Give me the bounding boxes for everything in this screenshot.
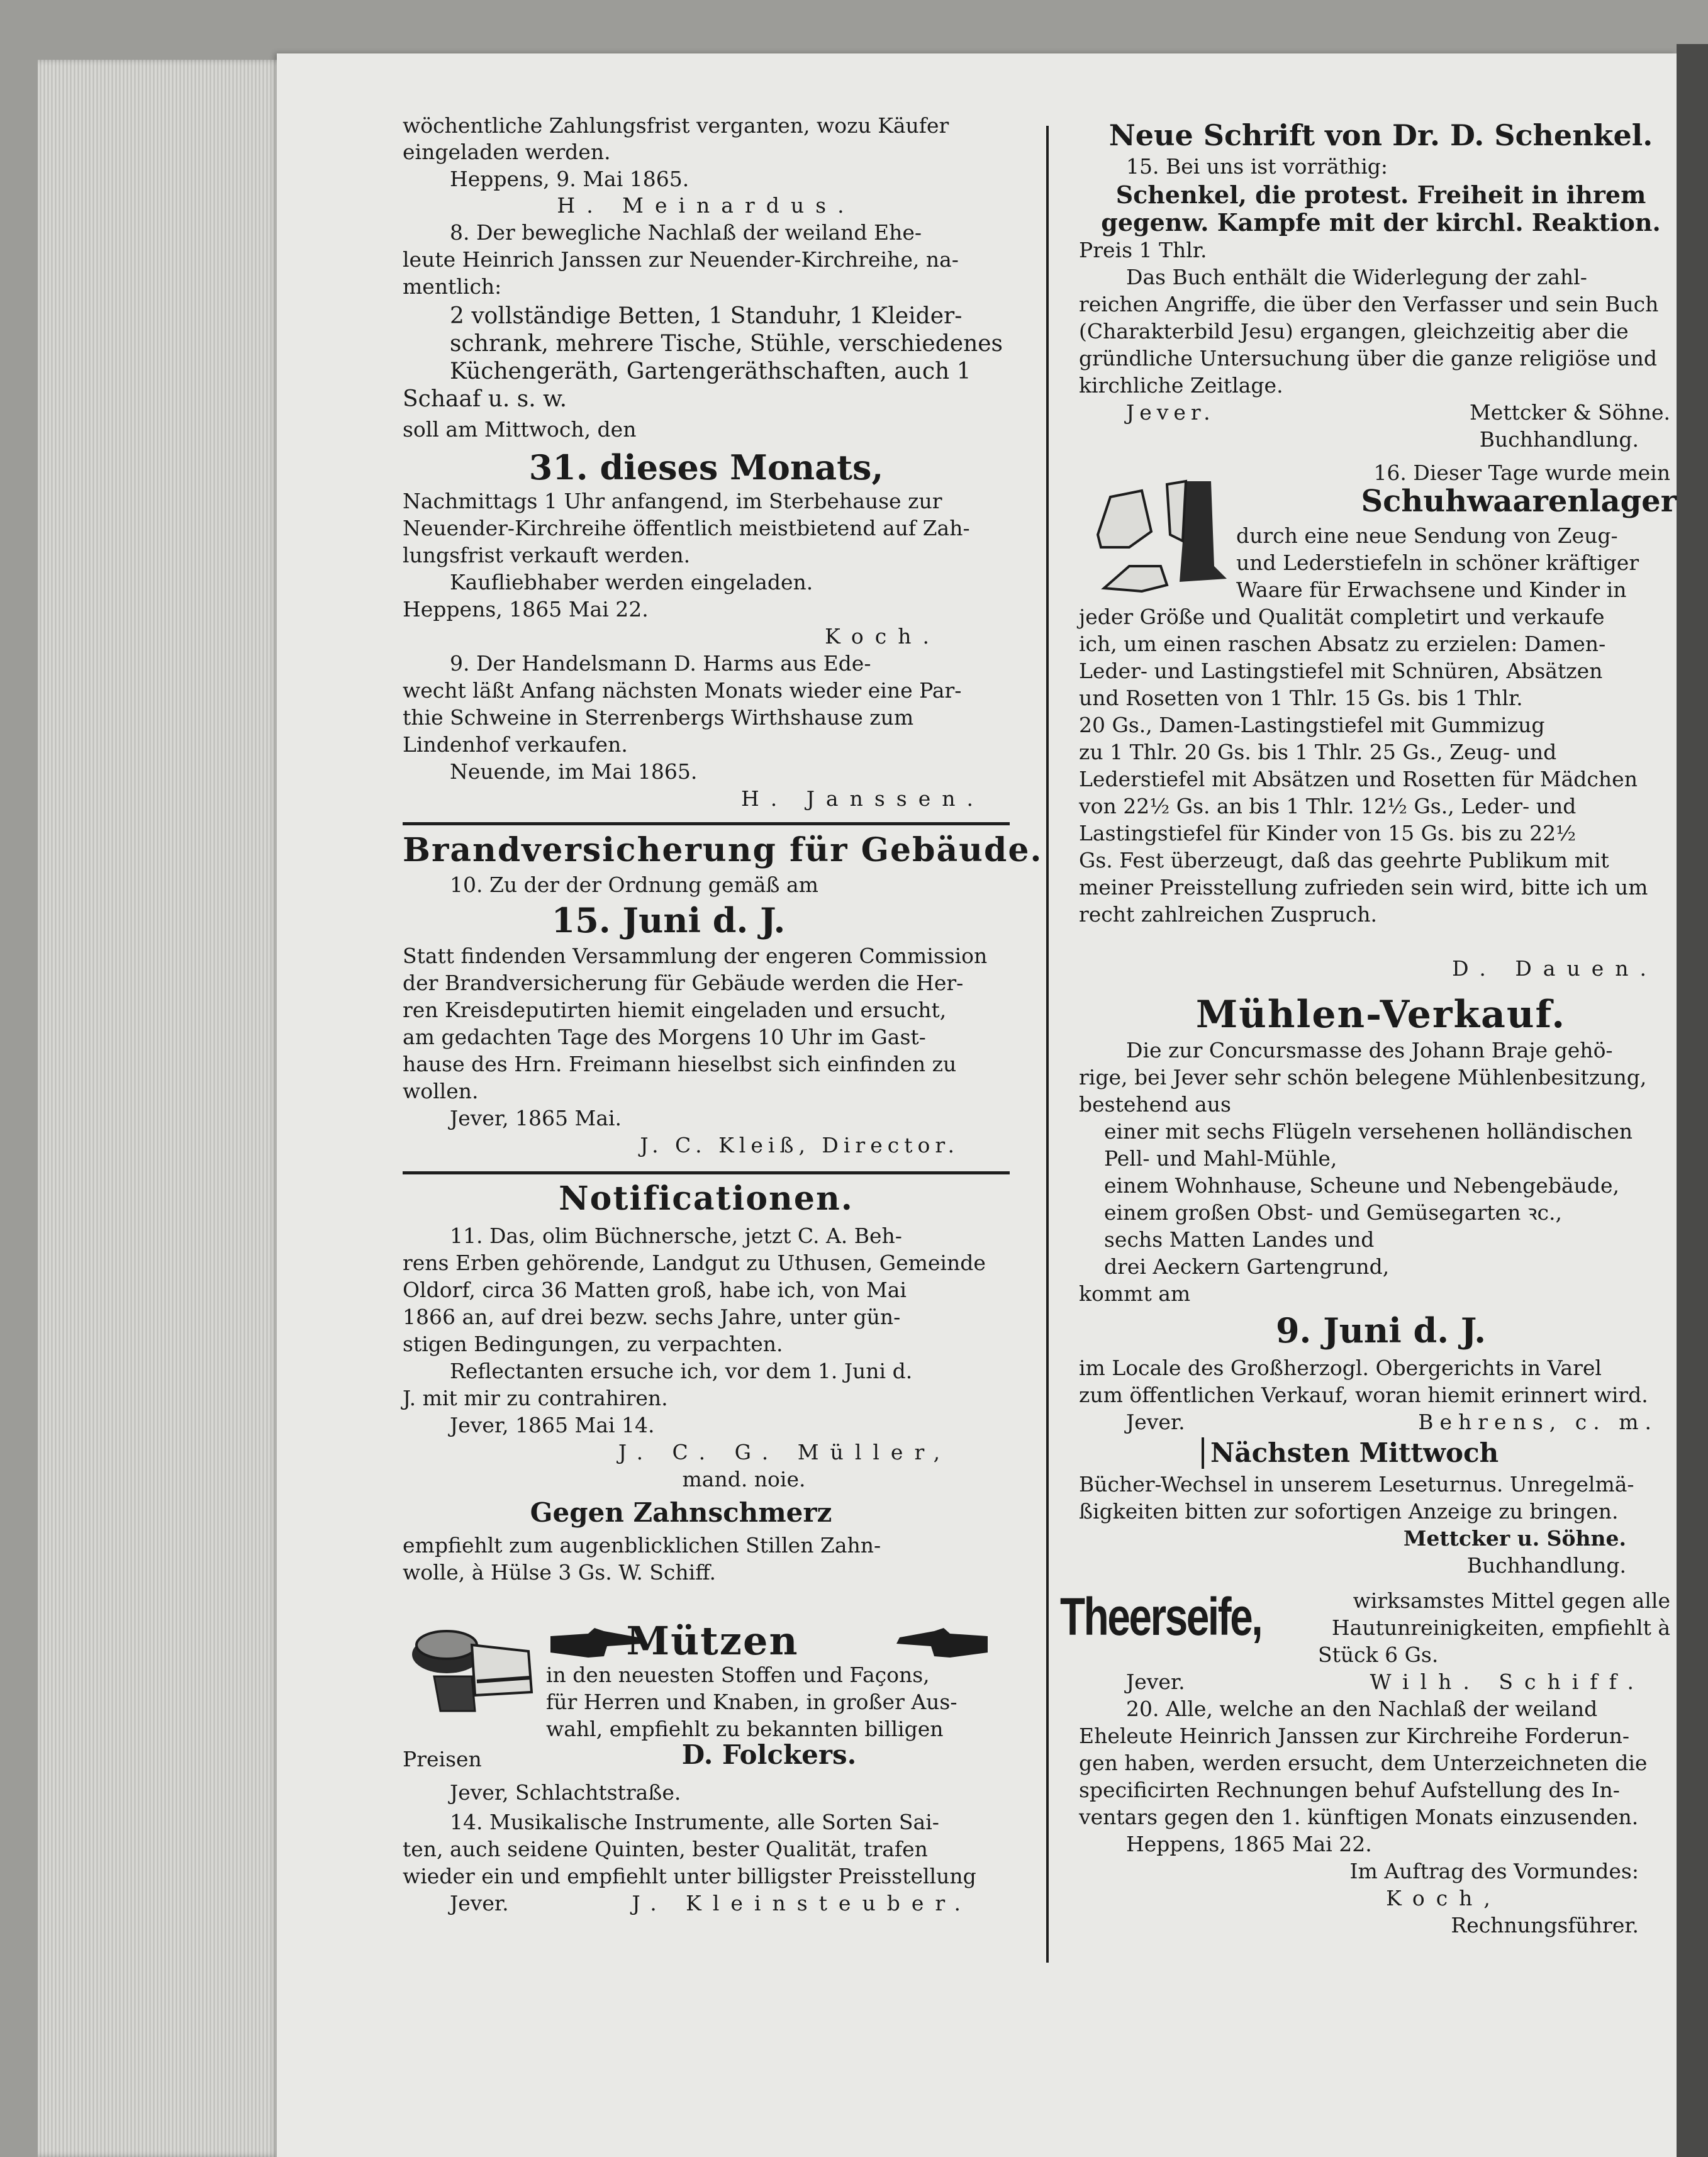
text-line: rens Erben gehörende, Landgut zu Uthusen, Gemeinde: [403, 1251, 986, 1275]
text-line: 14. Musikalische Instrumente, alle Sorten Sai-: [450, 1810, 939, 1834]
signature: Koch,: [1386, 1886, 1502, 1910]
text-line: kirchliche Zeitlage.: [1079, 373, 1283, 398]
text-line: Neuender-Kirchreihe öffentlich meistbietend auf Zah-: [403, 516, 970, 540]
text-line: Lederstiefel mit Absätzen und Rosetten für Mädchen: [1079, 767, 1638, 791]
text-line: in den neuesten Stoffen und Façons,: [546, 1663, 930, 1687]
item-line: einem Wohnhause, Scheune und Nebengebäude,: [1104, 1173, 1620, 1198]
text-line: thie Schweine in Sterrenbergs Wirthshause zum: [403, 705, 914, 730]
section-rule: [403, 1171, 1010, 1174]
text-line: Das Buch enthält die Widerlegung der zahl-: [1126, 265, 1587, 289]
auction-date: 9. Juni d. J.: [1275, 1310, 1487, 1351]
ad-title: Nächsten Mittwoch: [1202, 1437, 1472, 1469]
signature: H. Janssen.: [740, 786, 985, 811]
text-line: zum öffentlichen Verkauf, woran hiemit erinnert wird.: [1079, 1383, 1648, 1407]
place-date: Jever, Schlachtstraße.: [450, 1780, 681, 1805]
text-line: empfiehlt zum augenblicklichen Stillen Zahn-: [403, 1533, 881, 1558]
text-line: J. mit mir zu contrahiren.: [403, 1386, 668, 1410]
text-line: wirksamstes Mittel gegen alle: [1353, 1588, 1670, 1613]
signature: Rechnungsführer.: [1451, 1913, 1639, 1937]
item-line: einer mit sechs Flügeln versehenen holländischen: [1104, 1119, 1633, 1144]
text-line: und Lederstiefeln in schöner kräftiger: [1236, 550, 1639, 575]
item-line: sechs Matten Landes und: [1104, 1227, 1375, 1252]
section-title: Notificationen.: [559, 1179, 854, 1218]
signature: Koch.: [825, 624, 941, 649]
item-line: Schaaf u. s. w.: [403, 386, 567, 412]
ad-title: Theerseife,: [1060, 1587, 1262, 1646]
section-title: Brandversicherung für Gebäude.: [403, 831, 1043, 869]
signature-note: mand. noie.: [682, 1467, 806, 1491]
text-line: wieder ein und empfiehlt unter billigster Preisstellung: [403, 1864, 976, 1888]
text-line: gründliche Untersuchung über die ganze religiöse und: [1079, 346, 1657, 371]
text-line: 20. Alle, welche an den Nachlaß der weiland: [1126, 1697, 1598, 1721]
text-line: 10. Zu der der Ordnung gemäß am: [450, 872, 818, 897]
text-line: meiner Preisstellung zufrieden sein wird, bitte ich um: [1079, 875, 1648, 900]
signature: Behrens, c. m.: [1418, 1410, 1658, 1434]
place-date: Jever, 1865 Mai 14.: [450, 1413, 655, 1437]
text-line: ich, um einen raschen Absatz zu erzielen: Damen-: [1079, 632, 1606, 656]
text-line: der Brandversicherung für Gebäude werden die Her-: [403, 971, 964, 995]
merchant-name: D. Folckers.: [681, 1739, 857, 1770]
text-line: von 22½ Gs. an bis 1 Thlr. 12½ Gs., Leder- und: [1079, 794, 1577, 818]
book-title: gegenw. Kampfe mit der kirchl. Reaktion.: [1101, 208, 1661, 237]
book-title: Schenkel, die protest. Freiheit in ihrem: [1115, 181, 1646, 209]
ad-title: Mützen: [626, 1618, 799, 1664]
text-line: wöchentliche Zahlungsfrist verganten, wozu Käufer: [403, 113, 949, 138]
place-date: Heppens, 1865 Mai 22.: [403, 597, 649, 621]
text-line: ßigkeiten bitten zur sofortigen Anzeige zu bringen.: [1079, 1499, 1619, 1524]
signature: Buchhandlung.: [1466, 1553, 1626, 1578]
auction-date: 31. dieses Monats,: [528, 447, 884, 488]
signature: Mettcker u. Söhne.: [1403, 1526, 1626, 1551]
text-line: lungsfrist verkauft werden.: [403, 543, 691, 567]
text-line: zu 1 Thlr. 20 Gs. bis 1 Thlr. 25 Gs., Zeug- und: [1079, 740, 1557, 764]
text-line: Oldorf, circa 36 Matten groß, habe ich, von Mai: [403, 1278, 907, 1302]
signature: J. Kleinsteuber.: [632, 1891, 972, 1915]
text-line: rige, bei Jever sehr schön belegene Mühlenbesitzung,: [1079, 1065, 1647, 1090]
text-line: wecht läßt Anfang nächsten Monats wieder eine Par-: [403, 678, 962, 703]
signature: Mettcker & Söhne.: [1470, 400, 1670, 425]
text-line: gen haben, werden ersucht, dem Unterzeichneten die: [1079, 1751, 1648, 1775]
item-line: schrank, mehrere Tische, Stühle, verschiedenes: [450, 331, 1003, 357]
item-line: Küchengeräth, Gartengeräthschaften, auch 1: [450, 359, 971, 384]
text-line: durch eine neue Sendung von Zeug-: [1236, 523, 1618, 548]
text-line: 15. Bei uns ist vorräthig:: [1126, 154, 1388, 179]
text-line: specificirten Rechnungen behuf Aufstellung des In-: [1079, 1778, 1620, 1802]
signature: J. C. G. Müller,: [618, 1440, 952, 1464]
text-line: ren Kreisdeputirten hiemit eingeladen und ersucht,: [403, 998, 947, 1022]
section-rule: [403, 822, 1010, 825]
text-line: Eheleute Heinrich Janssen zur Kirchreihe Forderun-: [1079, 1724, 1630, 1748]
place-date: Jever.: [1126, 400, 1215, 425]
text-line: 1866 an, auf drei bezw. sechs Jahre, unter gün-: [403, 1305, 901, 1329]
text-line: kommt am: [1079, 1281, 1191, 1306]
text-line: mentlich:: [403, 274, 502, 299]
text-line: Stück 6 Gs.: [1318, 1642, 1439, 1667]
place-date: Heppens, 1865 Mai 22.: [1126, 1832, 1372, 1856]
item-line: drei Aeckern Gartengrund,: [1104, 1254, 1390, 1279]
text-line: jeder Größe und Qualität completirt und verkaufe: [1079, 605, 1605, 629]
place-date: Heppens, 9. Mai 1865.: [450, 167, 689, 191]
place-date: Jever, 1865 Mai.: [450, 1106, 622, 1130]
text-line: Hautunreinigkeiten, empfiehlt à: [1331, 1615, 1670, 1640]
ad-title: Neue Schrift von Dr. D. Schenkel.: [1108, 118, 1653, 152]
text-line: Statt findenden Versammlung der engeren Commission: [403, 944, 988, 968]
text-line: wahl, empfiehlt zu bekannten billigen: [546, 1717, 944, 1741]
place-date: Jever.: [1126, 1410, 1185, 1434]
text-line: hause des Hrn. Freimann hieselbst sich einfinden zu: [403, 1052, 957, 1076]
text-line: Leder- und Lastingstiefel mit Schnüren, Absätzen: [1079, 659, 1603, 683]
text-line: Lastingstiefel für Kinder von 15 Gs. bis zu 22½: [1079, 821, 1577, 845]
text-line: Reflectanten ersuche ich, vor dem 1. Juni d.: [450, 1359, 913, 1383]
ad-title: Schuhwaarenlager: [1361, 484, 1677, 519]
text-line: stigen Bedingungen, zu verpachten.: [403, 1332, 783, 1356]
text-line: wollen.: [403, 1079, 479, 1103]
ad-title: Mühlen-Verkauf.: [1195, 993, 1566, 1037]
text-line: am gedachten Tage des Morgens 10 Uhr im Gast-: [403, 1025, 926, 1049]
text-line: leute Heinrich Janssen zur Neuender-Kirchreihe, na-: [403, 247, 959, 272]
place-date: Neuende, im Mai 1865.: [450, 759, 698, 784]
text-line: Nachmittags 1 Uhr anfangend, im Sterbehause zur: [403, 489, 942, 513]
text-line: wolle, à Hülse 3 Gs. W. Schiff.: [403, 1560, 716, 1585]
meeting-date: 15. Juni d. J.: [551, 900, 786, 940]
place-date: Jever.: [450, 1891, 509, 1915]
text-line: Lindenhof verkaufen.: [403, 732, 628, 757]
text-line: 16. Dieser Tage wurde mein: [1373, 460, 1670, 485]
pointing-hand-icon: [893, 1625, 988, 1663]
text-line: und Rosetten von 1 Thlr. 15 Gs. bis 1 Thlr.: [1079, 686, 1523, 710]
text-line: 20 Gs., Damen-Lastingstiefel mit Gummizug: [1079, 713, 1545, 737]
text-line: 9. Der Handelsmann D. Harms aus Ede-: [450, 651, 871, 676]
signature: Buchhandlung.: [1479, 427, 1639, 452]
place-date: Jever.: [1126, 1669, 1185, 1694]
text-line: Bücher-Wechsel in unserem Leseturnus. Unregelmä-: [1079, 1472, 1634, 1497]
signature: Wilh. Schiff.: [1370, 1669, 1645, 1694]
text-line: soll am Mittwoch, den: [403, 417, 637, 442]
item-line: Pell- und Mahl-Mühle,: [1104, 1146, 1337, 1171]
ad-title: Gegen Zahnschmerz: [530, 1497, 832, 1528]
text-line: Preisen: [403, 1747, 482, 1771]
text-line: 11. Das, olim Büchnersche, jetzt C. A. Beh-: [450, 1223, 902, 1248]
text-line: ten, auch seidene Quinten, bester Qualität, trafen: [403, 1837, 928, 1861]
text-line: Im Auftrag des Vormundes:: [1349, 1859, 1639, 1883]
signature: H. Meinardus.: [557, 193, 856, 218]
book-page-edges: [38, 60, 296, 2157]
signature: D. Dauen.: [1452, 956, 1658, 981]
text-line: ventars gegen den 1. künftigen Monats einzusenden.: [1079, 1805, 1639, 1829]
text-line: im Locale des Großherzogl. Obergerichts in Varel: [1079, 1356, 1602, 1380]
item-line: einem großen Obst- und Gemüsegarten ꝛc.,: [1104, 1200, 1562, 1225]
text-line: eingeladen werden.: [403, 140, 611, 164]
text-line: bestehend aus: [1079, 1092, 1231, 1117]
item-line: 2 vollständige Betten, 1 Standuhr, 1 Kleider-: [450, 303, 963, 329]
column-divider: [1046, 126, 1049, 1963]
text-line: Kaufliebhaber werden eingeladen.: [450, 570, 813, 594]
price: Preis 1 Thlr.: [1079, 238, 1207, 262]
text-line: recht zahlreichen Zuspruch.: [1079, 902, 1378, 927]
text-line: Gs. Fest überzeugt, daß das geehrte Publikum mit: [1079, 848, 1609, 872]
text-line: 8. Der bewegliche Nachlaß der weiland Ehe-: [450, 220, 922, 245]
text-line: reichen Angriffe, die über den Verfasser und sein Buch: [1079, 292, 1659, 316]
text-line: Die zur Concursmasse des Johann Braje gehö-: [1126, 1038, 1613, 1062]
signature: J. C. Kleiß, Director.: [640, 1133, 959, 1157]
text-line: für Herren und Knaben, in großer Aus-: [546, 1690, 957, 1714]
text-line: (Charakterbild Jesu) ergangen, gleichzeitig aber die: [1079, 319, 1629, 343]
text-line: Waare für Erwachsene und Kinder in: [1236, 577, 1627, 602]
